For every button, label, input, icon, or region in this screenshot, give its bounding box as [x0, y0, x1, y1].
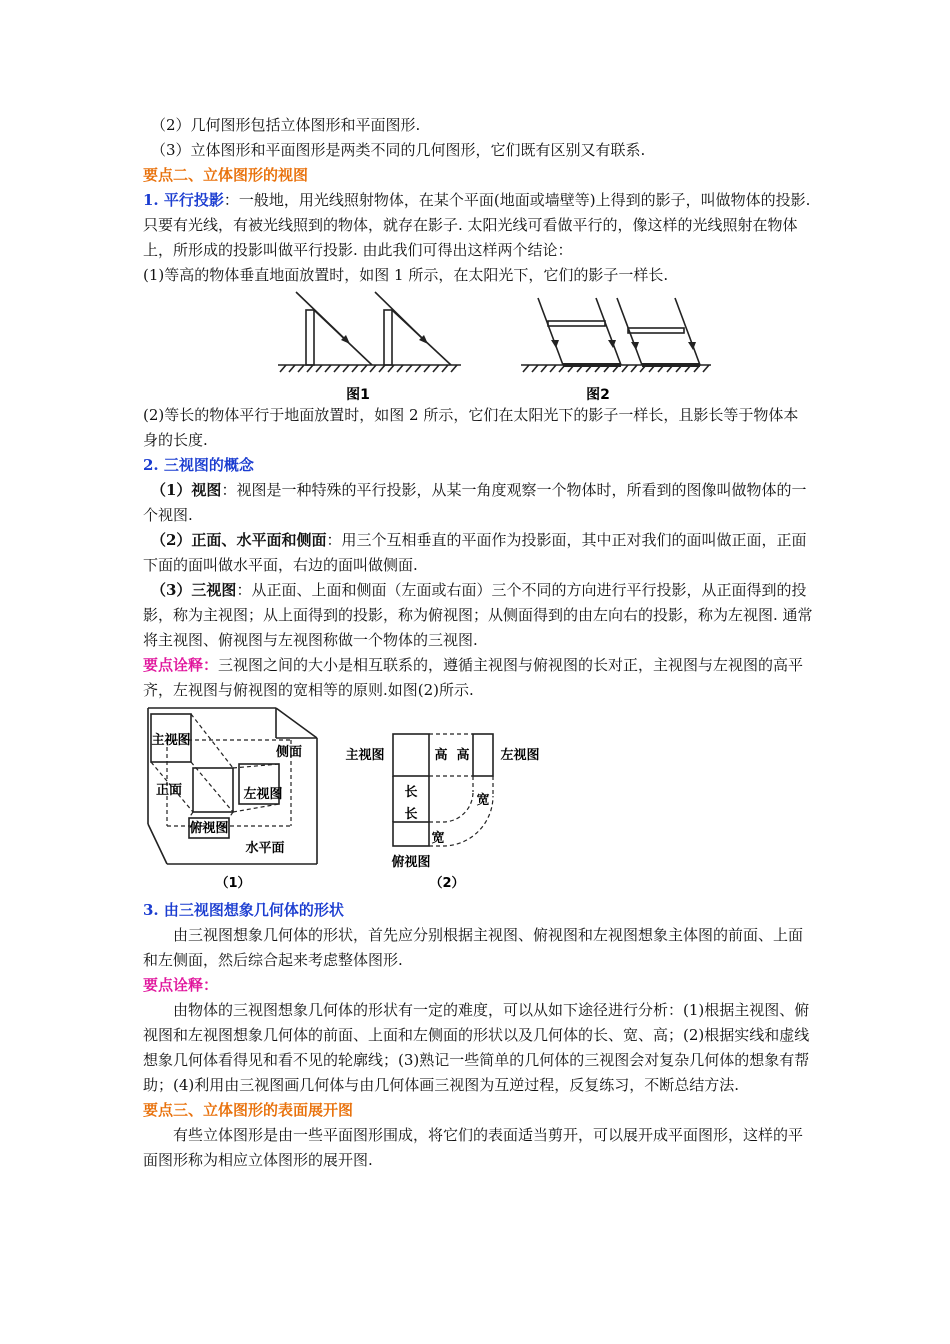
label-front-view-ortho: 主视图 [345, 748, 385, 763]
label-wide-1: 宽 [476, 793, 490, 808]
projection-illustration [143, 288, 813, 403]
heading-key-point-2: 要点二、立体图形的视图 [143, 166, 309, 184]
caption-figure-box: （1） [215, 876, 251, 891]
figure-1-caption: 图1 [346, 387, 370, 403]
label-left-view-box: 左视图 [243, 787, 283, 802]
paragraph-note-2: 由物体的三视图想象几何体的形状有一定的难度，可以从如下途径进行分析：(1)根据主视图、俯视图和左视图想象几何体的前面、上面和左侧面的形状以及几何体的长、宽、高；(2)根据实线和虚线想象几何体看得见和看不见的轮廓线；(3)熟记一些简单的几何体的三视图会对复杂几何体的想象有帮助；(4)利用由三视图画几何体与由几何体画三视图为互逆过程，反复练习，不断总结方法. [143, 1001, 810, 1094]
heading-key-point-3: 要点三、立体图形的表面展开图 [143, 1101, 354, 1119]
document-page [143, 113, 813, 1173]
paragraph-imagine-shape: 由三视图想象几何体的形状，首先应分别根据主视图、俯视图和左视图想象主体图的前面、上面和左侧面，然后综合起来考虑整体图形. [143, 926, 804, 969]
label-high-1: 高 [434, 748, 448, 763]
paragraph-solid-vs-plane: （3）立体图形和平面图形是两类不同的几何图形，它们既有区别又有联系. [151, 141, 646, 159]
label-front-view-box: 主视图 [151, 733, 191, 748]
label-side-plane: 侧面 [275, 745, 303, 760]
label-high-2: 高 [456, 748, 470, 763]
label-long-1: 长 [404, 785, 418, 800]
label-left-view-ortho: 左视图 [500, 748, 540, 763]
paragraph-geometry-types: （2）几何图形包括立体图形和平面图形. [151, 116, 421, 134]
label-wide-2: 宽 [431, 831, 445, 846]
three-views-illustration [143, 706, 813, 898]
paragraph-note-1: 要点诠释：三视图之间的大小是相互联系的，遵循主视图与俯视图的长对正，主视图与左视图的高平齐，左视图与俯视图的宽相等的原则.如图(2)所示. [143, 656, 804, 699]
heading-note-2: 要点诠释： [143, 976, 219, 994]
paragraph-parallel-projection: 1. 平行投影：一般地，用光线照射物体，在某个平面(地面或墙壁等)上得到的影子，叫做物体的投影. 只要有光线，有被光线照到的物体，就存在影子. 太阳光线可看做平行的，像这样的光线照射在物体上，所形成的投影叫做平行投影. 由此我们可得出这样两个结论： [143, 191, 811, 259]
paragraph-three-views-definition: （3）三视图：从正面、上面和侧面（左面或右面）三个不同的方向进行平行投影，从正面得到的投影，称为主视图；从上面得到的投影，称为俯视图；从侧面得到的由左向右的投影，称为左视图. 通常将主视图、俯视图与左视图称做一个物体的三视图. [143, 581, 813, 649]
label-top-view-box: 俯视图 [189, 821, 229, 836]
label-horizontal-plane: 水平面 [245, 841, 285, 856]
term-parallel-projection: 1. 平行投影 [143, 191, 224, 209]
figure-2-caption: 图2 [586, 387, 610, 403]
caption-figure-views: （2） [429, 876, 465, 891]
figure-three-views [143, 706, 813, 898]
paragraph-conclusion-1: (1)等高的物体垂直地面放置时，如图 1 所示，在太阳光下，它们的影子一样长. [143, 266, 669, 284]
heading-imagine-shape: 3. 由三视图想象几何体的形状 [143, 901, 344, 919]
paragraph-surface-net: 有些立体图形是由一些平面图形围成，将它们的表面适当剪开，可以展开成平面图形，这样的平面图形称为相应立体图形的展开图. [143, 1126, 804, 1169]
figure-parallel-projection [143, 288, 813, 403]
label-top-view-ortho: 俯视图 [391, 855, 431, 870]
paragraph-projection-planes: （2）正面、水平面和侧面：用三个互相垂直的平面作为投影面，其中正对我们的面叫做正面，正面下面的面叫做水平面，右边的面叫做侧面. [143, 531, 807, 574]
heading-three-views: 2. 三视图的概念 [143, 456, 254, 474]
label-front-plane: 正面 [155, 783, 183, 798]
paragraph-conclusion-2: (2)等长的物体平行于地面放置时，如图 2 所示，它们在太阳光下的影子一样长，且影长等于物体本身的长度. [143, 406, 799, 449]
label-long-2: 长 [404, 807, 418, 822]
paragraph-view-definition: （1）视图：视图是一种特殊的平行投影，从某一角度观察一个物体时，所看到的图像叫做物体的一个视图. [143, 481, 807, 524]
